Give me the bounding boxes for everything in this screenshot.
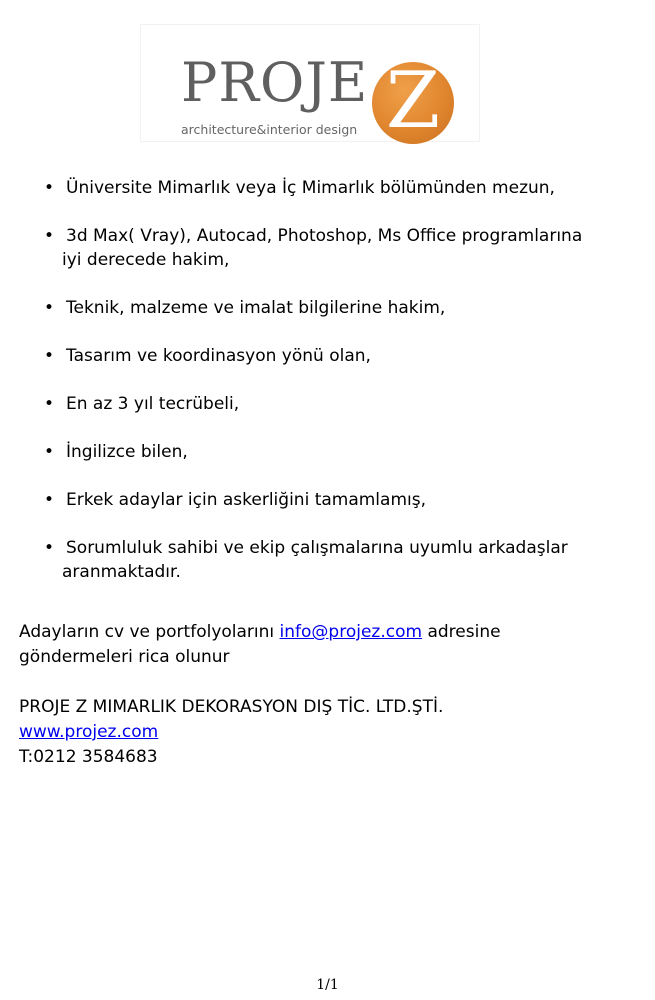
- list-item: [0, 344, 640, 368]
- requirement-text: 3d Max( Vray), Autocad, Photoshop, Ms Office programlarına: [66, 226, 583, 246]
- requirement-text-continued: aranmaktadır.: [62, 562, 181, 582]
- list-item: [0, 176, 640, 200]
- website-link[interactable]: www.projez.com: [19, 722, 159, 742]
- application-text-after: adresine: [427, 622, 501, 642]
- list-item: [0, 296, 640, 320]
- requirement-text: Erkek adaylar için askerliğini tamamlamış,: [66, 490, 426, 510]
- email-link[interactable]: info@projez.com: [279, 622, 423, 642]
- list-item: [0, 488, 640, 512]
- application-line-1: [19, 620, 501, 645]
- requirement-text: En az 3 yıl tecrübeli,: [66, 394, 240, 414]
- logo-z-circle-icon: [372, 62, 454, 144]
- bullet-icon: •: [44, 442, 55, 462]
- page-number: 1/1: [316, 977, 339, 993]
- bullet-icon: •: [44, 394, 55, 414]
- list-item: [0, 392, 640, 416]
- company-logo: [140, 24, 480, 142]
- requirement-text: Tasarım ve koordinasyon yönü olan,: [66, 346, 371, 366]
- bullet-icon: •: [44, 346, 55, 366]
- phone-number: T:0212 3584683: [19, 747, 158, 767]
- application-text-before: Adayların cv ve portfolyolarını: [19, 622, 275, 642]
- requirement-text: Teknik, malzeme ve imalat bilgilerine hakim,: [66, 298, 446, 318]
- company-contact: [19, 695, 443, 770]
- logo-wordmark: PROJE: [181, 51, 369, 114]
- bullet-icon: •: [44, 538, 55, 558]
- requirement-text-continued: iyi derecede hakim,: [62, 250, 230, 270]
- requirements-list: [0, 176, 640, 608]
- bullet-icon: •: [44, 490, 55, 510]
- logo-z-letter: Z: [385, 62, 441, 144]
- requirement-text: Sorumluluk sahibi ve ekip çalışmalarına uyumlu arkadaşlar: [66, 538, 568, 558]
- company-name: PROJE Z MIMARLIK DEKORASYON DIŞ TİC. LTD.ŞTİ.: [19, 697, 444, 717]
- bullet-icon: •: [44, 178, 55, 198]
- requirement-text: İngilizce bilen,: [66, 442, 188, 462]
- list-item: [0, 224, 640, 272]
- requirement-text: Üniversite Mimarlık veya İç Mimarlık bölümünden mezun,: [66, 178, 555, 198]
- logo-tagline: architecture&interior design: [181, 122, 358, 137]
- application-instructions: [19, 620, 501, 670]
- list-item: [0, 536, 640, 584]
- list-item: [0, 440, 640, 464]
- bullet-icon: •: [44, 226, 55, 246]
- application-line-2: göndermeleri rica olunur: [19, 647, 230, 667]
- bullet-icon: •: [44, 298, 55, 318]
